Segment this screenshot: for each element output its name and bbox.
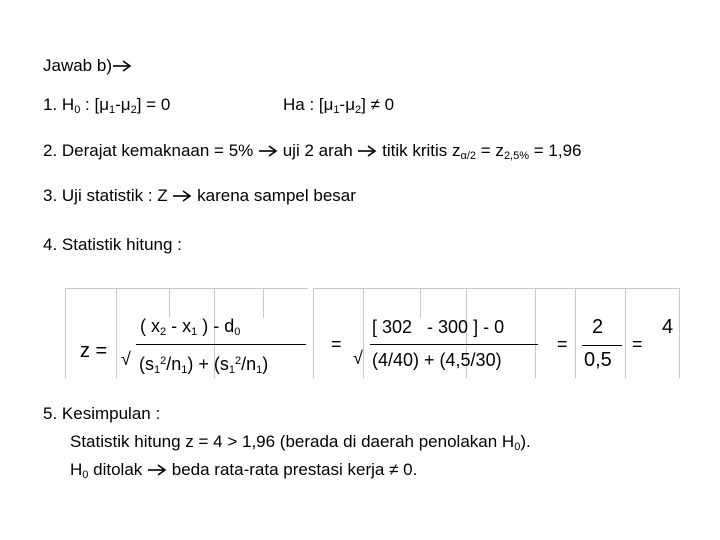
grid-line [65,288,66,378]
z-alpha-sub: α/2 [460,150,477,162]
step5-l1-text: Statistik hitung z = 4 > 1,96 (berada di daerah penolakan H [70,432,515,451]
d0-sub: 0 [234,326,241,338]
calc-num-2: 2 [592,316,604,338]
grid-line [420,288,421,318]
arrow-right-icon [112,60,132,72]
s1b-sup: 2 [235,355,242,367]
n1b-sub: 1 [256,364,263,376]
grid-line [363,288,364,378]
s1-sub: 1 [154,364,161,376]
fraction-bar [136,344,306,345]
step3-text-b: karena sampel besar [192,186,356,205]
grid-line [625,288,626,378]
grid-line [169,288,170,318]
sqrt-sign: √ [121,349,131,369]
step4-text: 4. Statistik hitung : [43,235,182,254]
step1-number: 1. [43,95,62,114]
step2-line [43,141,581,161]
step4-line [43,235,182,255]
h0-label: H [61,95,75,114]
step2-text-c: titik kritis z [377,141,461,160]
arrow-right-icon [147,464,167,476]
grid-line [679,288,680,378]
fraction-bar-2 [370,344,538,345]
den-text-a: (s [139,354,154,374]
s1b-sub: 1 [228,364,236,376]
den-text-d: /n [241,354,257,374]
grid-line [263,288,264,318]
step2-text-a: 2. Derajat kemaknaan = 5% [43,141,254,160]
header-line [43,56,132,76]
ha-mu2-sub: 2 [355,104,362,116]
h0-text-a: : [μ [80,95,109,114]
ha-text-c: ] ≠ 0 [361,95,395,114]
calc-denominator: (4/40) + (4,5/30) [372,350,502,370]
step2-text-e: = 1,96 [529,141,582,160]
grid-line [116,288,117,378]
step3-line [43,186,356,206]
step5-l1-end: ). [520,432,531,451]
equals-1: = [331,334,342,354]
step5-l2-h: H [70,460,83,479]
ha-label: Ha : [μ [283,95,334,114]
den-text-b: /n [166,354,182,374]
s1-sup: 2 [160,355,167,367]
step5-title: 5. Kesimpulan : [43,404,161,423]
num-text-b: - x [166,316,192,336]
x2-sub: 2 [160,326,167,338]
step1-line [43,95,170,115]
h0-mu2-sub: 2 [130,104,137,116]
num-text-c: ) - d [197,316,235,336]
z-equals: z = [80,340,108,362]
grid-line [535,288,536,378]
h0-text-b: -μ [115,95,131,114]
x1-sub: 1 [191,326,198,338]
calc-numerator: [ 302 - 300 ] - 0 [372,317,505,337]
step2-text-d: = z [476,141,504,160]
den-text-c: ) + (s [187,354,229,374]
ha-text-b: -μ [339,95,356,114]
step5-line1 [70,432,531,452]
fraction-bar-3 [582,345,622,346]
h0-sub-rejected: 0 [82,469,89,481]
step3-text-a: 3. Uji statistik : Z [43,186,168,205]
equals-3: = [632,334,643,354]
step2-text-b: uji 2 arah [278,141,353,160]
h0-text-c: ] = 0 [136,95,171,114]
h0-sub-conclusion: 0 [514,441,521,453]
n1-sub: 1 [181,364,188,376]
grid-line [575,288,576,378]
step5-line2 [70,460,417,480]
ha-mu1-sub: 1 [333,104,340,116]
equals-2: = [557,334,568,354]
h0-subscript: 0 [74,104,81,116]
grid-line [313,288,314,378]
step5-l2-end: beda rata-rata prestasi kerja ≠ 0. [167,460,418,479]
den-text-e: ) [262,354,269,374]
sqrt-sign-2: √ [353,348,363,368]
calc-den-2: 0,5 [584,349,612,371]
arrow-right-icon [258,145,278,157]
z-25-sub: 2,5% [503,150,530,162]
formula-denominator [139,354,268,375]
step5-l2-text: ditolak [88,460,143,479]
arrow-right-icon [357,145,377,157]
num-text-a: ( x [140,316,160,336]
arrow-right-icon [172,190,192,202]
ha-line [283,95,394,115]
header-text: Jawab b) [43,56,112,75]
h0-mu1-sub: 1 [109,104,116,116]
formula-numerator [140,316,240,337]
calc-result: 4 [662,316,674,338]
